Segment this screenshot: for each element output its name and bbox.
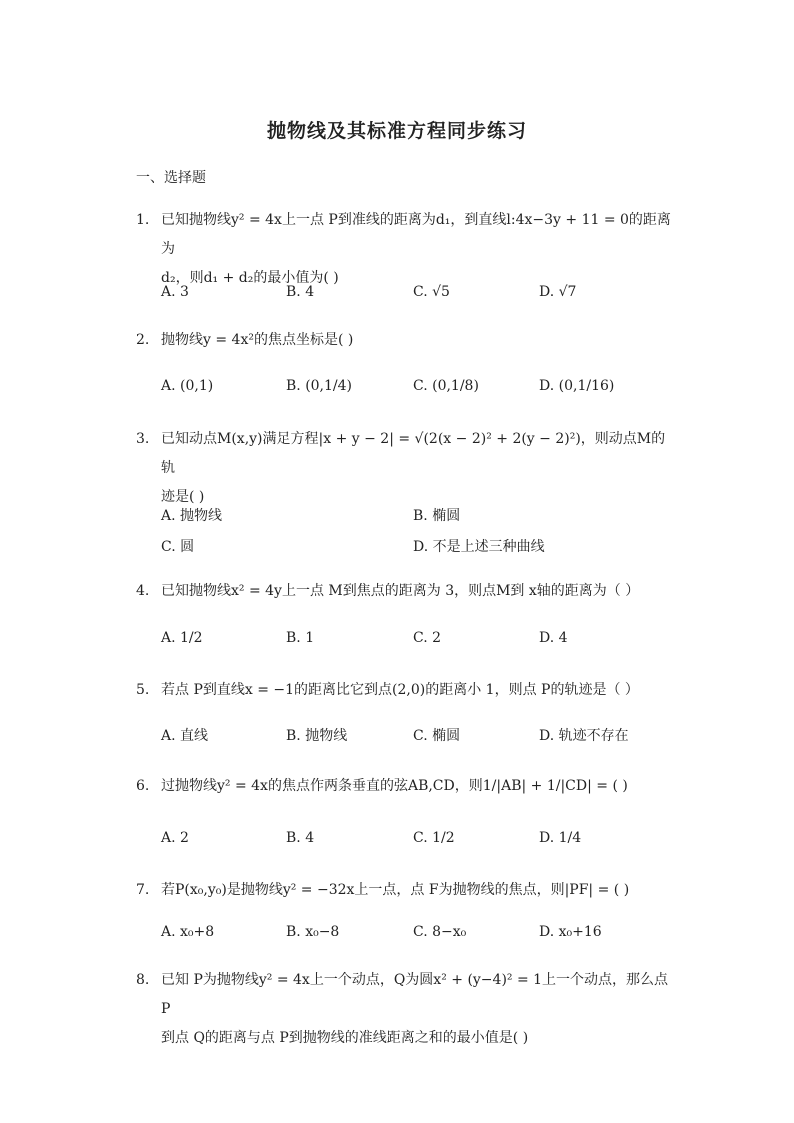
option-c: C. 圆 [161,539,195,555]
option-d: D. 轨迹不存在 [539,728,629,744]
question-text-line1: 抛物线y = 4x²的焦点坐标是( ) [161,332,354,348]
option-b: B. 抛物线 [286,728,348,744]
options-row-3a [161,505,681,533]
option-d: D. 4 [539,630,568,646]
option-c: C. 1/2 [413,830,455,846]
option-c: C. √5 [413,284,450,300]
option-d: D. 1/4 [539,830,582,846]
option-a: A. 3 [161,284,189,300]
option-a: A. 抛物线 [161,508,223,524]
question-7 [136,876,676,905]
option-a: A. 2 [161,830,189,846]
option-d: D. (0,1/16) [539,378,615,394]
option-a: A. (0,1) [161,378,214,394]
question-4 [136,577,676,606]
question-number: 4. [136,583,150,599]
question-number: 2. [136,332,150,348]
option-c: C. 2 [413,630,442,646]
options-row-7 [161,924,681,952]
options-row-6 [161,830,681,858]
option-b: B. 4 [286,830,315,846]
question-5 [136,676,676,705]
question-text-line2: 迹是( ) [161,489,205,505]
question-6 [136,772,676,801]
question-text-line2: d₂，则d₁ + d₂的最小值为( ) [161,270,339,286]
question-number: 3. [136,431,150,447]
option-b: B. 1 [286,630,315,646]
options-row-3b [161,536,681,564]
options-row-2 [161,378,681,406]
option-b: B. (0,1/4) [286,378,353,394]
question-text-line1: 已知抛物线y² = 4x上一点 P到准线的距离为d₁，到直线l:4x−3y + 11 = 0的距离为 [161,212,671,257]
question-text-line1: 已知抛物线x² = 4y上一点 M到焦点的距离为 3，则点M到 x轴的距离为（ ） [161,583,640,599]
option-a: A. x₀+8 [161,924,215,940]
option-a: A. 直线 [161,728,209,744]
question-8 [136,966,676,1053]
option-b: B. 4 [286,284,315,300]
question-number: 8. [136,972,150,988]
option-b: B. 椭圆 [413,508,461,524]
option-c: C. 8−x₀ [413,924,467,940]
option-c: C. (0,1/8) [413,378,479,394]
question-text-line1: 已知动点M(x,y)满足方程|x + y − 2| = √(2(x − 2)² + 2(y − 2)²)，则动点M的轨 [161,431,666,476]
option-d: D. √7 [539,284,577,300]
option-c: C. 椭圆 [413,728,461,744]
option-d: D. x₀+16 [539,924,602,940]
options-row-1 [161,284,681,312]
question-text-line1: 已知 P为抛物线y² = 4x上一个动点，Q为圆x² + (y−4)² = 1上一个动点，那么点 P [161,972,669,1017]
page-title: 抛物线及其标准方程同步练习 [266,120,527,142]
question-3 [136,425,676,512]
question-number: 5. [136,682,150,698]
question-number: 1. [136,212,150,228]
question-text-line1: 若P(x₀,y₀)是抛物线y² = −32x上一点，点 F为抛物线的焦点，则|PF| = ( ) [161,882,630,898]
question-2 [136,326,676,355]
question-number: 6. [136,778,150,794]
option-a: A. 1/2 [161,630,203,646]
question-text-line1: 过抛物线y² = 4x的焦点作两条垂直的弦AB,CD，则1/|AB| + 1/|CD| = ( ) [161,778,628,794]
question-text-line1: 若点 P到直线x = −1的距离比它到点(2,0)的距离小 1，则点 P的轨迹是（ ） [161,682,639,698]
section-heading: 一、选择题 [136,170,206,186]
option-b: B. x₀−8 [286,924,340,940]
question-1 [136,206,676,293]
question-number: 7. [136,882,150,898]
options-row-4 [161,630,681,658]
option-d: D. 不是上述三种曲线 [413,539,545,555]
question-text-line2: 到点 Q的距离与点 P到抛物线的准线距离之和的最小值是( ) [161,1030,529,1046]
options-row-5 [161,725,681,753]
